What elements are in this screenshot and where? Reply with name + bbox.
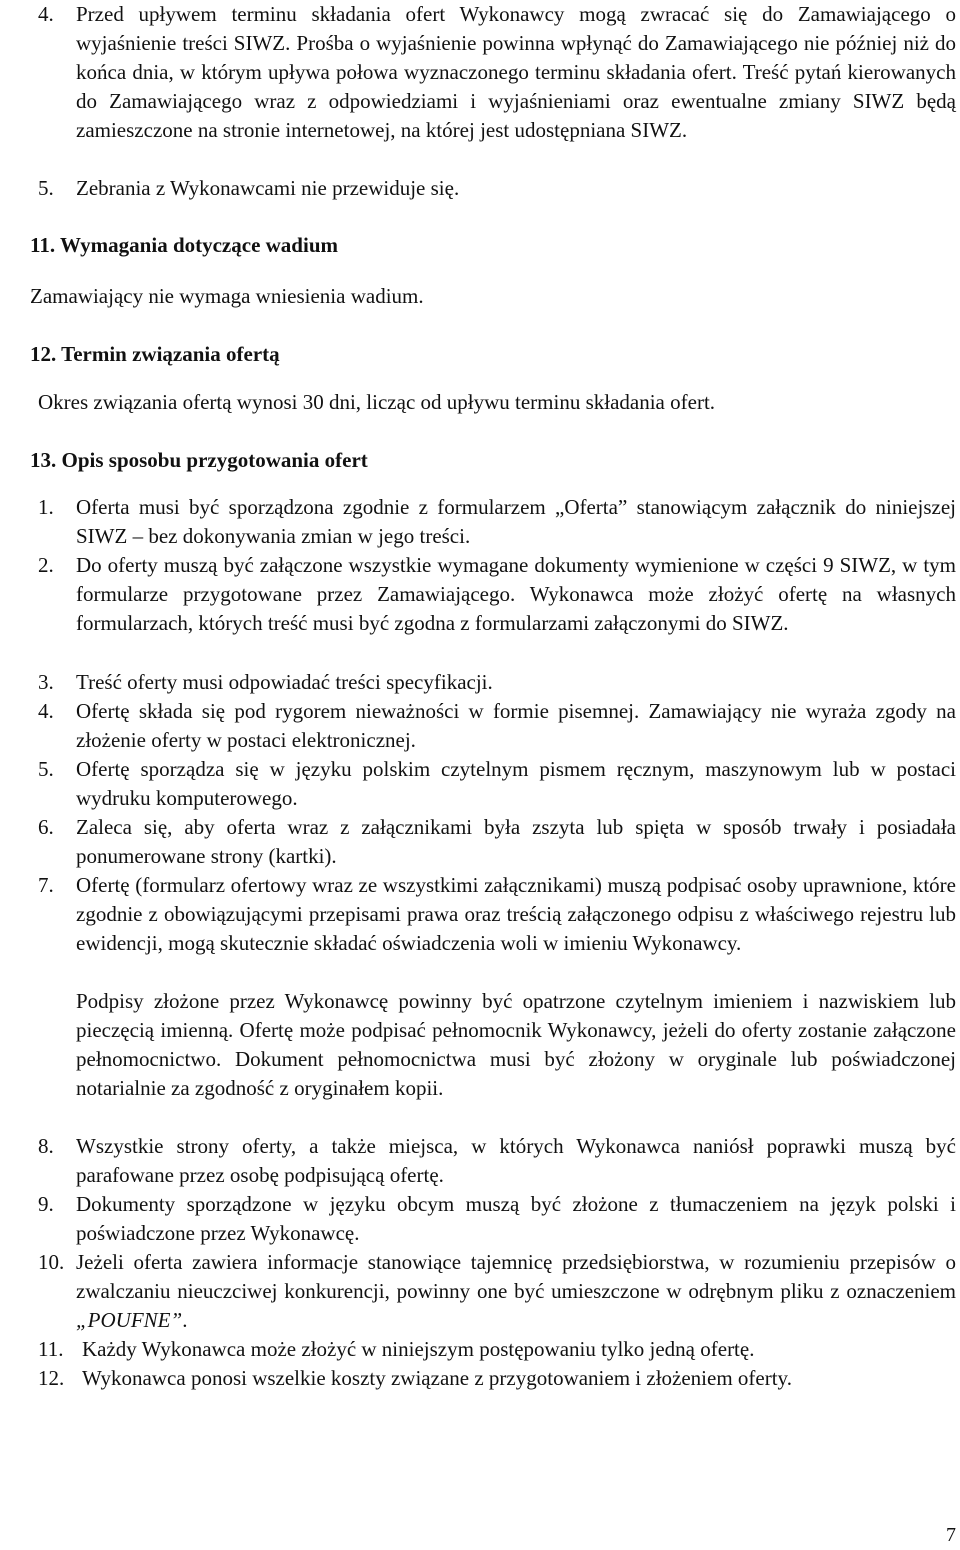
item-number: 8.: [38, 1134, 54, 1158]
section-11-heading: 11. Wymagania dotyczące wadium: [30, 233, 338, 257]
item-number: 4.: [38, 699, 54, 723]
list-item: [38, 1364, 956, 1393]
section-12-heading: 12. Termin związania ofertą: [30, 342, 280, 366]
section-11-text: Zamawiający nie wymaga wniesienia wadium.: [30, 284, 424, 308]
list-item: [38, 697, 956, 755]
item-text: Oferta musi być sporządzona zgodnie z formularzem „Oferta” stanowiącym załącznik do niniejszej SIWZ – bez dokonywania zmian w jego treści.: [76, 495, 956, 548]
list-item: [38, 813, 956, 871]
list-item: [38, 871, 956, 958]
item-number: 10.: [38, 1250, 65, 1274]
item-number: 6.: [38, 815, 54, 839]
page-number: 7: [946, 1524, 956, 1546]
section-13-heading: 13. Opis sposobu przygotowania ofert: [30, 448, 368, 472]
item-text: [76, 1248, 956, 1335]
list-item: [38, 755, 956, 813]
item-number: 5.: [38, 176, 54, 200]
item-text: Każdy Wykonawca może złożyć w niniejszym postępowaniu tylko jedną ofertę.: [82, 1337, 755, 1361]
list-item: [38, 174, 956, 203]
item-text: Zebrania z Wykonawcami nie przewiduje się.: [76, 176, 460, 200]
list-item: [38, 1248, 956, 1335]
item-number: 5.: [38, 757, 54, 781]
item-number: 9.: [38, 1192, 54, 1216]
item-text: Ofertę sporządza się w języku polskim czytelnym pismem ręcznym, maszynowym lub w postaci wydruku komputerowego.: [76, 757, 956, 810]
item-text: Treść oferty musi odpowiadać treści specyfikacji.: [76, 670, 493, 694]
item-number: 2.: [38, 553, 54, 577]
item-text: Dokumenty sporządzone w języku obcym muszą być złożone z tłumaczeniem na język polski i poświadczone przez Wykonawcę.: [76, 1192, 956, 1245]
item-text: Wykonawca ponosi wszelkie koszty związane z przygotowaniem i złożeniem oferty.: [82, 1366, 792, 1390]
item-text: Ofertę składa się pod rygorem nieważności w formie pisemnej. Zamawiający nie wyraża zgody na złożenie oferty w postaci elektronicznej.: [76, 699, 956, 752]
item-text: Wszystkie strony oferty, a także miejsca, w których Wykonawca naniósł poprawki muszą być parafowane przez osobę podpisującą ofertę.: [76, 1134, 956, 1187]
item-number: 1.: [38, 495, 54, 519]
item-text: Zaleca się, aby oferta wraz z załącznikami była zszyta lub spięta w sposób trwały i posiadała ponumerowane strony (kartki).: [76, 815, 956, 868]
list-item: [38, 1335, 956, 1364]
list-item: [38, 493, 956, 551]
item-text: Przed upływem terminu składania ofert Wykonawcy mogą zwracać się do Zamawiającego o wyjaśnienie treści SIWZ. Prośba o wyjaśnienie powinna wpłynąć do Zamawiającego nie później niż do końca dnia, w którym upływa połowa wyznaczonego terminu składania ofert. Treść pytań kierowanych do Zamawiającego wraz z odpowiedziami i wyjaśnieniami oraz ewentualne zmiany SIWZ będą zamieszczone na stronie internetowej, na której jest udostępniana SIWZ.: [76, 2, 956, 142]
signature-paragraph: Podpisy złożone przez Wykonawcę powinny być opatrzone czytelnym imieniem i nazwiskiem lub pieczęcią imienną. Ofertę może podpisać pełnomocnik Wykonawcy, jeżeli do oferty zostanie załączone pełnomocnictwo. Dokument pełnomocnictwa musi być złożony w oryginale lub poświadczonej notarialnie za zgodność z oryginałem kopii.: [76, 989, 956, 1100]
item-text: Do oferty muszą być załączone wszystkie wymagane dokumenty wymienione w części 9 SIWZ, w tym formularze przygotowane przez Zamawiającego. Wykonawca może złożyć ofertę na własnych formularzach, których treść musi być zgodna z formularzami załączonymi do SIWZ.: [76, 553, 956, 635]
item-number: 12.: [38, 1366, 65, 1390]
list-item: [38, 0, 956, 145]
item-text: Ofertę (formularz ofertowy wraz ze wszystkimi załącznikami) muszą podpisać osoby uprawnione, które zgodnie z obowiązującymi przepisami prawa oraz treścią załączonego odpisu z właściwego rejestru lub ewidencji, mogą skutecznie składać oświadczenia woli w imieniu Wykonawcy.: [76, 873, 956, 955]
list-item: [38, 551, 956, 638]
poufne-label: „POUFNE”: [76, 1308, 183, 1332]
item-number: 4.: [38, 2, 54, 26]
item-number: 3.: [38, 670, 54, 694]
list-item: [38, 668, 956, 697]
list-item: [38, 1132, 956, 1190]
item-number: 7.: [38, 873, 54, 897]
section-12-text: Okres związania ofertą wynosi 30 dni, licząc od upływu terminu składania ofert.: [38, 390, 716, 414]
list-item: [38, 1190, 956, 1248]
item-text-tail: .: [182, 1308, 188, 1332]
item-text-main: Jeżeli oferta zawiera informacje stanowiące tajemnicę przedsiębiorstwa, w rozumieniu przepisów o zwalczaniu nieuczciwej konkurencji, powinny one być umieszczone w odrębnym pliku z oznaczeniem: [76, 1250, 956, 1303]
item-number: 11.: [38, 1337, 64, 1361]
